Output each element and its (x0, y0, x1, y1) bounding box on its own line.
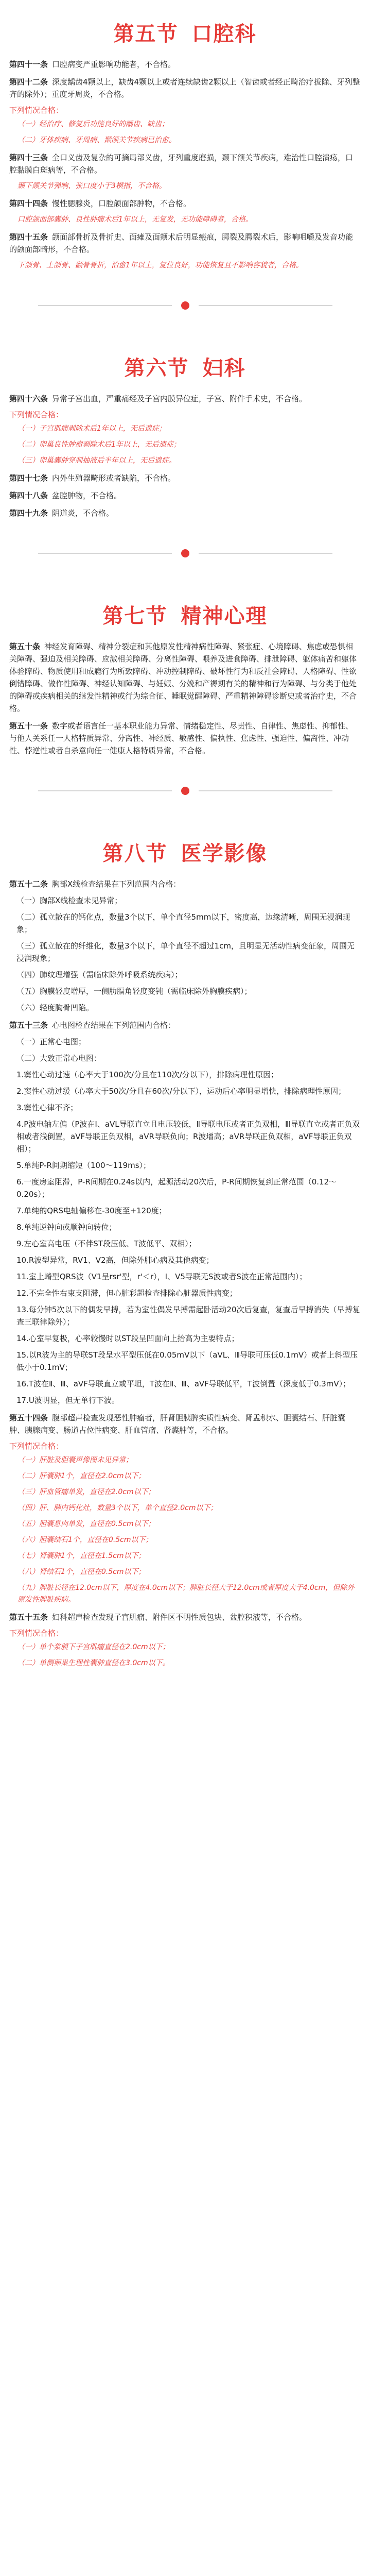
list-item: （六）轻度胸骨凹陷。 (16, 1003, 94, 1012)
article-number: 第四十八条 (9, 491, 48, 500)
section-2 (0, 334, 370, 519)
article-number: 第四十二条 (9, 77, 48, 87)
article-body: 口腔病变严重影响功能者，不合格。 (52, 60, 176, 69)
article-text (9, 1412, 361, 1436)
list-item: 7.单纯的QRS电轴偏移在-30度至+120度； (16, 1206, 167, 1215)
section-title (9, 0, 361, 58)
section-title (9, 582, 361, 640)
article-note: 下颌骨、上颌骨、颧骨骨折，治愈1年以上，复位良好，功能恢复且不影响容貌者，合格。 (17, 261, 303, 269)
article-number: 第四十九条 (9, 509, 48, 518)
article-text (9, 720, 361, 757)
divider-line (199, 790, 332, 791)
section-number: 第七节 (102, 604, 168, 628)
list-item: 12.不完全性右束支阻滞，但心脏彩超检查排除心脏器质性病变； (16, 1289, 237, 1298)
article (9, 231, 361, 272)
section-divider (0, 277, 370, 334)
list-item: （二）孤立散在的钙化点，数量3个以下，单个直径5mm以下，密度高，边缘清晰，周围无浸润现象； (16, 912, 350, 934)
article-text (9, 640, 361, 715)
article-note: 口腔颌面部囊肿、良性肿瘤术后1年以上，无复发，无功能障碍者，合格。 (17, 215, 253, 224)
list-item: 3.窦性心律不齐； (16, 1103, 78, 1112)
article-body: 盆腔肿物，不合格。 (52, 491, 122, 500)
article-number: 第四十五条 (9, 232, 48, 242)
list-item: 17.U波明显，但无单行下波。 (16, 1396, 119, 1405)
article-body: 腹部超声检查发现恶性肿瘤者，肝肾胆胰脾实质性病变、肾盂积水、胆囊结石、肝脏囊肿、胰腺病变、肠道占位性病变、肝血管瘤、肾囊肿等，不合格。 (9, 1413, 346, 1435)
section-number: 第六节 (124, 357, 189, 380)
article (9, 1412, 361, 1606)
list-item: （七）肾囊肿1个，直径在1.5cm以下； (17, 1552, 146, 1560)
article (9, 507, 361, 519)
article-text (9, 197, 361, 210)
list-item: 14.心室早复极，心率较慢时以ST段呈凹面向上抬高为主要特点； (16, 1334, 239, 1343)
article (9, 878, 361, 1014)
article-body: 异常子宫出血，严重痛经及子宫内膜异位症，子宫、附件手术史，不合格。 (52, 394, 307, 403)
section-name: 口腔科 (191, 22, 257, 46)
list-item: （二）大致正常心电图： (16, 1054, 102, 1063)
list-item: 13.每分钟5次以下的偶发早搏，若为室性偶发早搏需起卧活动20次后复查，复查后早搏消失（早搏复查三联律除外）； (16, 1305, 360, 1327)
article-number: 第四十三条 (9, 153, 48, 162)
section-1 (0, 0, 370, 272)
divider-line (38, 790, 172, 791)
list-item: 2.窦性心动过缓（心率大于50次/分且在60次/分以下），运动后心率明显增快，排除病理性原因； (16, 1087, 346, 1096)
list-item: （一）正常心电图； (16, 1037, 86, 1046)
section-divider (0, 762, 370, 820)
list-item: （五）胸膜轻度增厚，一侧肋膈角轻度变钝（需临床除外胸膜疾病）； (16, 987, 252, 996)
article-note: 颞下颌关节弹响、张口度小于3横指，不合格。 (17, 182, 166, 190)
article-number: 第五十二条 (9, 879, 48, 889)
section-3 (0, 582, 370, 757)
article-number: 第五十三条 (9, 1021, 48, 1030)
list-item: （三）孤立散在的纤维化，数量3个以下，单个直径不超过1cm，且明显无活动性病变征象，周围无浸润现象； (16, 941, 355, 963)
article-text (9, 878, 361, 890)
divider-dot-icon (181, 787, 189, 795)
list-item: 4.P波电轴左偏（P波在Ⅰ、aVL导联直立且电压较低，Ⅱ导联电压或者正负双相，Ⅲ导联直立或者正负双相或者浅倒置，aVF导联正负双相，aVR导联负向；R波增高；aVR导联正负双相，aVF导联正负双相）； (16, 1120, 360, 1154)
article-body: 慢性腮腺炎，口腔颌面部肿物，不合格。 (52, 199, 191, 208)
article-text (9, 1019, 361, 1031)
section-divider (0, 524, 370, 582)
list-item: 11.室上嵴型QRS波（V1呈rsr'型，r'＜r），Ⅰ、V5导联无S波或者S波在正常范围内）； (16, 1272, 307, 1281)
qualified-heading: 下列情况合格： (9, 106, 64, 115)
article-body: 数字或者语言任一基本职业能力异常、情绪稳定性、尽责性、自律性、焦虑性、抑郁性、与他人关系任一人格特质异常、分离性、神经质、敏感性、偏执性、焦虑性、强迫性、偏离性、冲动性、悖逆性或者自杀意向任一健康人格特质异常，不合格。 (9, 721, 354, 755)
article-number: 第四十七条 (9, 473, 48, 483)
list-item: （八）肾结石1个，直径在0.5cm以下； (17, 1568, 146, 1576)
list-item: 10.R波型异常，RV1、V2高，但除外肺心病及其他病变； (16, 1256, 214, 1265)
article (9, 197, 361, 226)
article (9, 489, 361, 502)
list-item: 16.T波在Ⅱ、Ⅲ、aVF导联直立或平坦，T波在Ⅱ、Ⅲ、aVF导联低平，T波倒置（深度低于0.3mV）； (16, 1379, 351, 1388)
article-body: 阴道炎，不合格。 (52, 509, 114, 518)
list-item: （九）脾脏长径在12.0cm以下，厚度在4.0cm以下；脾脏长径大于12.0cm或者厚度大于4.0cm，但除外原发性脾脏疾病。 (17, 1584, 355, 1604)
list-item: （三）卵巢囊肿穿刺抽液后半年以上，无后遗症。 (17, 456, 176, 465)
article-text (9, 58, 361, 71)
article (9, 151, 361, 192)
article (9, 472, 361, 484)
article-number: 第五十一条 (9, 721, 48, 731)
article-body: 深度龋齿4颗以上，缺齿4颗以上或者连续缺齿2颗以上（智齿或者经正畸治疗拔除、牙列整齐的除外）；重度牙周炎，不合格。 (9, 77, 360, 99)
list-item: 9.左心室高电压（不伴ST段压低、T波低平、双相）； (16, 1239, 197, 1248)
list-item: （一）肝脏及胆囊声像图未见异常； (17, 1456, 133, 1464)
list-item: 1.窦性心动过速（心率大于100次/分且在110次/分以下），排除病理性原因； (16, 1070, 279, 1079)
article-text (9, 151, 361, 176)
list-item: （一）子宫肌瘤剥除术后1年以上，无后遗症； (17, 425, 166, 433)
list-item: （二）卵巢良性肿瘤剥除术后1年以上，无后遗症； (17, 440, 181, 449)
section-name: 医学影像 (181, 842, 268, 866)
article-body: 颌面部骨折及骨折史、面瘫及面颊术后明显瘢痕，腭裂及腭裂术后，影响咀嚼及发音功能的颌面部畸形，不合格。 (9, 232, 354, 254)
list-item: （三）肝血管瘤单发，直径在2.0cm以下； (17, 1488, 155, 1496)
article (9, 1611, 361, 1669)
article (9, 58, 361, 71)
section-name: 妇科 (202, 357, 246, 380)
section-number: 第八节 (102, 842, 168, 866)
divider-line (38, 305, 172, 306)
section-name: 精神心理 (181, 604, 268, 628)
article-text (9, 76, 361, 100)
list-item: 6.一度房室阻滞，P-R间期在0.24s以内，起源活动20次后，P-R间期恢复到正常范围（0.12～0.20s）； (16, 1177, 337, 1199)
list-item: （一）单个浆膜下子宫肌瘤直径在2.0cm以下； (17, 1643, 170, 1651)
article-text (9, 393, 361, 405)
article-body: 胸部X线检查结果在下列范围内合格： (52, 879, 181, 889)
divider-line (199, 553, 332, 554)
list-item: （四）肝、脾内钙化灶，数量3个以下，单个直径2.0cm以下； (17, 1504, 218, 1512)
section-title (9, 820, 361, 878)
list-item: （一）经治疗、修复后功能良好的龋齿、缺齿； (17, 120, 169, 128)
list-item: （二）单侧卵巢生理性囊肿直径在3.0cm以下。 (17, 1659, 170, 1667)
section-4 (0, 820, 370, 1669)
list-item: （五）胆囊息肉单发，直径在0.5cm以下； (17, 1520, 155, 1528)
article-number: 第四十四条 (9, 199, 48, 208)
article (9, 640, 361, 715)
article-text (9, 472, 361, 484)
divider-line (38, 553, 172, 554)
article-number: 第五十四条 (9, 1413, 48, 1422)
article-text (9, 489, 361, 502)
article-body: 内外生殖器畸形或者缺陷，不合格。 (52, 473, 176, 483)
article-body: 心电图检查结果在下列范围内合格： (52, 1021, 176, 1030)
list-item: （四）肺纹理增强（需临床除外呼吸系统疾病）； (16, 970, 183, 979)
divider-line (199, 305, 332, 306)
qualified-heading: 下列情况合格： (9, 1629, 64, 1638)
article (9, 1019, 361, 1406)
article-text (9, 1611, 361, 1623)
list-item: （六）胆囊结石1个，直径在0.5cm以下； (17, 1536, 153, 1544)
article (9, 720, 361, 757)
article-text (9, 507, 361, 519)
list-item: 15.以R波为主的导联ST段呈水平型压低在0.05mV以下（aVL、Ⅲ导联可压低0.1mV）或者上斜型压低小于0.1mV； (16, 1350, 358, 1372)
article (9, 76, 361, 146)
list-item: （二）牙体疾病、牙周病、颞颌关节疾病已治愈。 (17, 136, 176, 144)
qualified-heading: 下列情况合格： (9, 1442, 64, 1451)
article-body: 神经发育障碍、精神分裂症和其他原发性精神病性障碍、紧张症、心境障碍、焦虑或恐惧相关障碍、强迫及相关障碍、应激相关障碍、分离性障碍、喂养及进食障碍、排泄障碍、躯体痛苦和躯体体验障碍、物质使用和成瘾行为所致障碍、冲动控制障碍、破坏性行为和反社会障碍、人格障碍、性欲倒错障碍、做作性障碍、神经认知障碍、与妊娠、分娩和产褥期有关的精神和行为障碍、与分类于他处的障碍或疾病相关的继发性精神或行为综合征、睡眠觉醒障碍、严重精神障碍诊断史或者治疗史，不合格。 (9, 642, 357, 713)
list-item: （一）胸部X线检查未见异常； (16, 896, 122, 905)
qualified-heading: 下列情况合格： (9, 410, 64, 419)
article-text (9, 231, 361, 256)
article-number: 第五十五条 (9, 1613, 48, 1622)
article-number: 第四十一条 (9, 60, 48, 69)
article-number: 第四十六条 (9, 394, 48, 403)
section-number: 第五节 (113, 22, 179, 46)
list-item: （二）肝囊肿1个，直径在2.0cm以下； (17, 1472, 146, 1480)
divider-dot-icon (181, 301, 189, 310)
section-title (9, 334, 361, 393)
article (9, 393, 361, 467)
list-item: 5.单纯P-R间期缩短（100～119ms）； (16, 1161, 151, 1170)
article-body: 全口义齿及复杂的可摘局部义齿，牙列重度磨损，颞下颌关节疾病，难治性口腔溃疡，口腔黏膜白斑病等，不合格。 (9, 153, 354, 175)
divider-dot-icon (181, 549, 189, 557)
article-body: 妇科超声检查发现子宫肌瘤、附件区不明性质包块、盆腔积液等，不合格。 (52, 1613, 307, 1622)
article-number: 第五十条 (9, 642, 41, 651)
list-item: 8.单纯逆钟向或顺钟向转位； (16, 1223, 117, 1232)
